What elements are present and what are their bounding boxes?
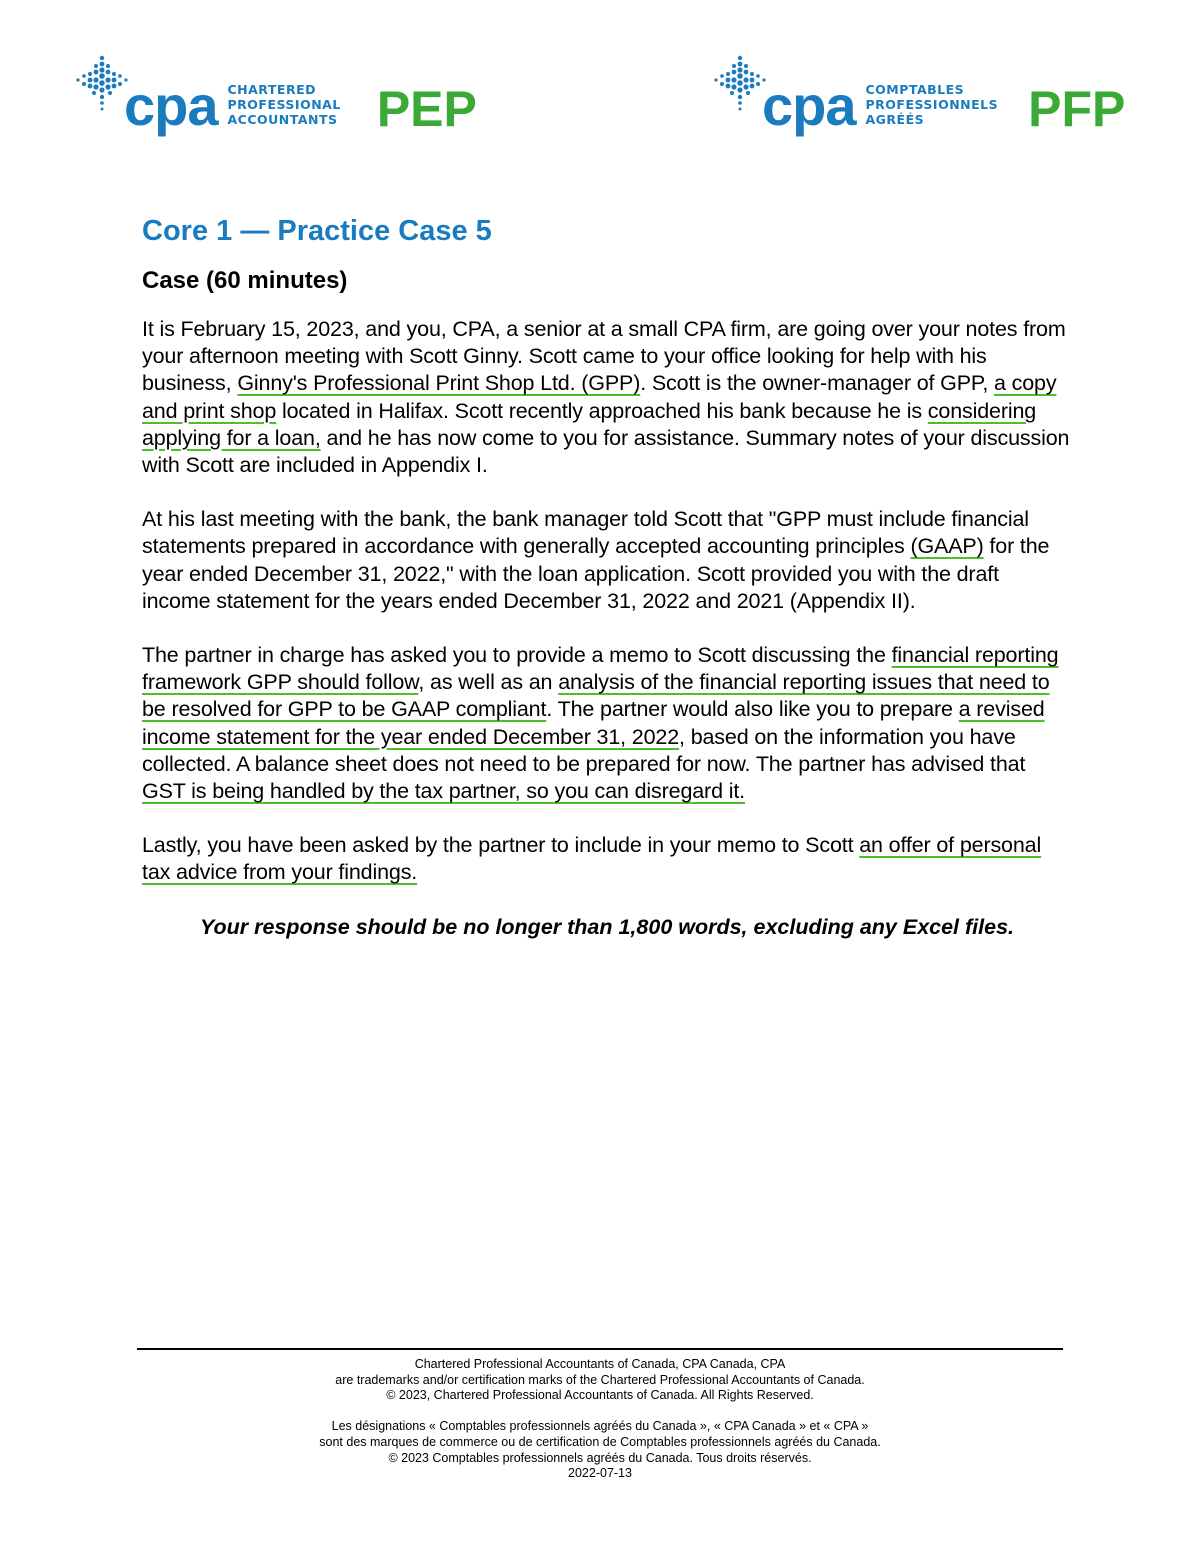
footer-divider	[137, 1348, 1063, 1350]
text-run: The partner in charge has asked you to provide a memo to Scott discussing the	[142, 643, 892, 668]
highlighted-text: considering applying for a loan,	[142, 398, 1037, 450]
text-run: , based on the information you have collected. A balance sheet does not need to be prepared for now. The partner has advised that	[142, 724, 1026, 776]
cpa-logo-english	[74, 52, 477, 142]
org-line: ACCOUNTANTS	[227, 112, 338, 127]
cpa-logo-french	[712, 52, 1125, 142]
word-limit-notice: Your response should be no longer than 1,800 words, excluding any Excel files.	[199, 914, 1015, 939]
organization-name	[228, 82, 341, 127]
highlighted-text: a revised income statement for the year ended December 31, 2022	[142, 697, 1045, 749]
highlighted-text: GST is being handled by the tax partner, so you can disregard it.	[142, 779, 745, 804]
highlighted-text: an offer of personal tax advice from your findings.	[142, 833, 1042, 885]
org-line: COMPTABLES	[865, 82, 965, 97]
highlighted-text: a copy and print shop	[142, 371, 1057, 423]
paragraph-partner-request	[142, 642, 1072, 805]
footer-line: © 2023 Comptables professionnels agréés du Canada. Tous droits réservés.	[388, 1450, 812, 1465]
footer-line: Les désignations « Comptables professionnels agréés du Canada », « CPA Canada » et « CPA »	[331, 1419, 869, 1434]
cpa-wordmark: cpa	[124, 74, 218, 137]
maple-leaf-dots-icon	[712, 54, 768, 114]
highlighted-text: analysis of the financial reporting issues that need to be resolved for GPP to be GAAP compliant	[142, 670, 1050, 722]
text-run: It is February 15, 2023, and you, CPA, a senior at a small CPA firm, are going over your notes from your afternoon meeting with Scott Ginny. Scott came to your office looking for help with his business,	[142, 317, 1066, 396]
page-title: Core 1 — Practice Case 5	[142, 215, 492, 247]
program-acronym: PFP	[1028, 81, 1126, 137]
text-run: . The partner would also like you to prepare	[546, 697, 959, 722]
footer	[137, 1357, 1063, 1482]
organization-name	[866, 82, 999, 127]
footer-date: 2022-07-13	[568, 1466, 632, 1481]
footer-line: © 2023, Chartered Professional Accountants of Canada. All Rights Reserved.	[386, 1388, 814, 1403]
org-line: PROFESSIONAL	[227, 97, 341, 112]
text-run: and he has now come to you for assistance. Summary notes of your discussion with Scott are included in Appendix I.	[142, 425, 1070, 478]
paragraph-background	[142, 316, 1072, 479]
case-document	[142, 212, 1072, 941]
cpa-wordmark: cpa	[762, 74, 856, 137]
case-heading: Case (60 minutes)	[142, 267, 348, 294]
text-run: At his last meeting with the bank, the bank manager told Scott that "GPP must include financial statements prepared in accordance with generally accepted accounting principles	[142, 507, 1029, 559]
text-run: located in Halifax. Scott recently approached his bank because he is	[276, 398, 928, 423]
org-line: PROFESSIONNELS	[865, 97, 999, 112]
text-run: . Scott is the owner-manager of GPP,	[640, 371, 994, 396]
program-acronym: PEP	[376, 81, 477, 137]
paragraph-tax-advice	[142, 832, 1072, 886]
footer-line: Chartered Professional Accountants of Canada, CPA Canada, CPA	[414, 1357, 786, 1371]
org-line: AGRÉÉS	[865, 112, 925, 127]
maple-leaf-dots-icon	[74, 54, 130, 114]
footer-line: are trademarks and/or certification marks of the Chartered Professional Accountants of Canada.	[335, 1372, 865, 1387]
highlighted-text: Ginny's Professional Print Shop Ltd. (GPP)	[237, 371, 641, 396]
footer-spacer	[137, 1404, 1063, 1419]
text-run: , as well as an	[418, 670, 559, 695]
org-line: CHARTERED	[227, 82, 316, 97]
footer-line: sont des marques de commerce ou de certification de Comptables professionnels agréés du Canada.	[319, 1434, 881, 1449]
highlighted-text: (GAAP)	[910, 534, 984, 559]
highlighted-text: financial reporting framework GPP should follow	[142, 643, 1059, 695]
paragraph-bank-requirement	[142, 506, 1072, 615]
text-run: Lastly, you have been asked by the partner to include in your memo to Scott	[142, 833, 860, 858]
text-run: for the year ended December 31, 2022," with the loan application. Scott provided you with the draft income statement for the years ended December 31, 2022 and 2021 (Appendix II).	[142, 534, 1050, 613]
